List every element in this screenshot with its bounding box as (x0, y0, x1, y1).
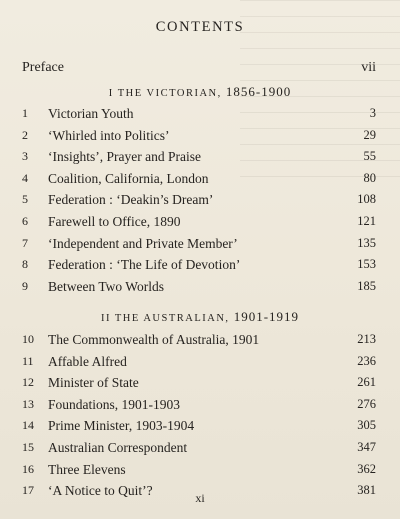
part-heading-text: II THE AUSTRALIAN, (100, 313, 230, 324)
preface-page: vii (361, 60, 376, 75)
chapter-title: Farewell to Office, 1890 (48, 213, 181, 229)
chapter-number: 3 (22, 149, 28, 164)
chapter-number: 1 (22, 106, 28, 120)
chapter-title: Minister of State (48, 375, 139, 391)
chapter-row (22, 168, 376, 190)
chapter-page: 153 (357, 257, 376, 272)
chapter-page: 3 (369, 106, 376, 120)
chapter-page: 80 (363, 170, 376, 185)
chapter-row (22, 233, 376, 255)
chapter-page: 362 (357, 461, 376, 476)
chapter-row (22, 189, 376, 211)
chapter-row (22, 415, 376, 437)
chapter-row (22, 329, 376, 351)
chapter-number: 10 (22, 332, 34, 346)
chapter-title: Coalition, California, London (48, 170, 209, 186)
chapter-number: 5 (22, 192, 28, 207)
chapter-title: Prime Minister, 1903-1904 (48, 418, 195, 434)
chapter-title: The Commonwealth of Australia, 1901 (48, 332, 260, 347)
part-heading-australian (0, 309, 400, 325)
chapter-number: 12 (22, 375, 34, 390)
chapter-title: Victorian Youth (48, 106, 134, 121)
chapter-row (22, 254, 376, 276)
chapter-page: 236 (357, 353, 376, 368)
part-years: 1856-1900 (225, 84, 292, 99)
chapter-page: 55 (363, 149, 376, 164)
chapter-title: Foundations, 1901-1903 (48, 396, 181, 412)
chapter-row (22, 276, 376, 298)
chapter-number: 8 (22, 257, 28, 272)
chapter-page: 381 (357, 483, 376, 498)
chapter-number: 4 (22, 170, 28, 185)
chapter-title: ‘Independent and Private Member’ (48, 235, 238, 251)
preface-entry (22, 60, 376, 76)
chapter-number: 11 (22, 353, 34, 368)
page-title: CONTENTS (155, 19, 245, 35)
chapter-page: 135 (357, 235, 376, 250)
chapter-row (22, 125, 376, 147)
chapter-list-part-1 (22, 103, 376, 297)
chapter-row (22, 459, 376, 481)
chapter-row (22, 437, 376, 459)
chapter-title: Federation : ‘Deakin’s Dream’ (48, 192, 214, 208)
chapter-page: 185 (357, 278, 376, 293)
chapter-number: 14 (22, 418, 34, 433)
chapter-page: 347 (357, 439, 376, 454)
chapter-title: Federation : ‘The Life of Devotion’ (48, 257, 241, 273)
chapter-title: Affable Alfred (48, 353, 127, 369)
part-heading-text: I THE VICTORIAN, (108, 88, 222, 99)
chapter-title: ‘Whirled into Politics’ (48, 127, 170, 143)
chapter-number: 15 (22, 439, 34, 454)
chapter-title: Three Elevens (48, 461, 126, 477)
chapter-number: 7 (22, 235, 28, 250)
chapter-page: 121 (357, 213, 376, 228)
chapter-number: 6 (22, 213, 28, 228)
chapter-row (22, 351, 376, 373)
part-years: 1901-1919 (233, 309, 300, 324)
chapter-list-part-2 (22, 329, 376, 502)
chapter-page: 276 (357, 396, 376, 411)
chapter-title: Between Two Worlds (48, 278, 164, 294)
chapter-row (22, 211, 376, 233)
part-heading-victorian (0, 84, 400, 100)
page-number-folio: xi (195, 491, 205, 505)
chapter-number: 17 (22, 483, 34, 498)
chapter-title: Australian Correspondent (48, 439, 188, 455)
preface-label: Preface (22, 60, 64, 75)
chapter-page: 261 (357, 375, 376, 390)
chapter-page: 108 (357, 192, 376, 207)
chapter-page: 29 (363, 127, 376, 142)
chapter-page: 213 (357, 332, 376, 346)
chapter-number: 16 (22, 461, 34, 476)
chapter-number: 2 (22, 127, 28, 142)
chapter-number: 9 (22, 278, 28, 293)
chapter-row (22, 394, 376, 416)
chapter-row (22, 146, 376, 168)
chapter-number: 13 (22, 396, 34, 411)
chapter-page: 305 (357, 418, 376, 433)
chapter-row (22, 103, 376, 125)
chapter-title: ‘Insights’, Prayer and Praise (48, 149, 201, 165)
chapter-title: ‘A Notice to Quit’? (48, 483, 153, 499)
chapter-row (22, 372, 376, 394)
